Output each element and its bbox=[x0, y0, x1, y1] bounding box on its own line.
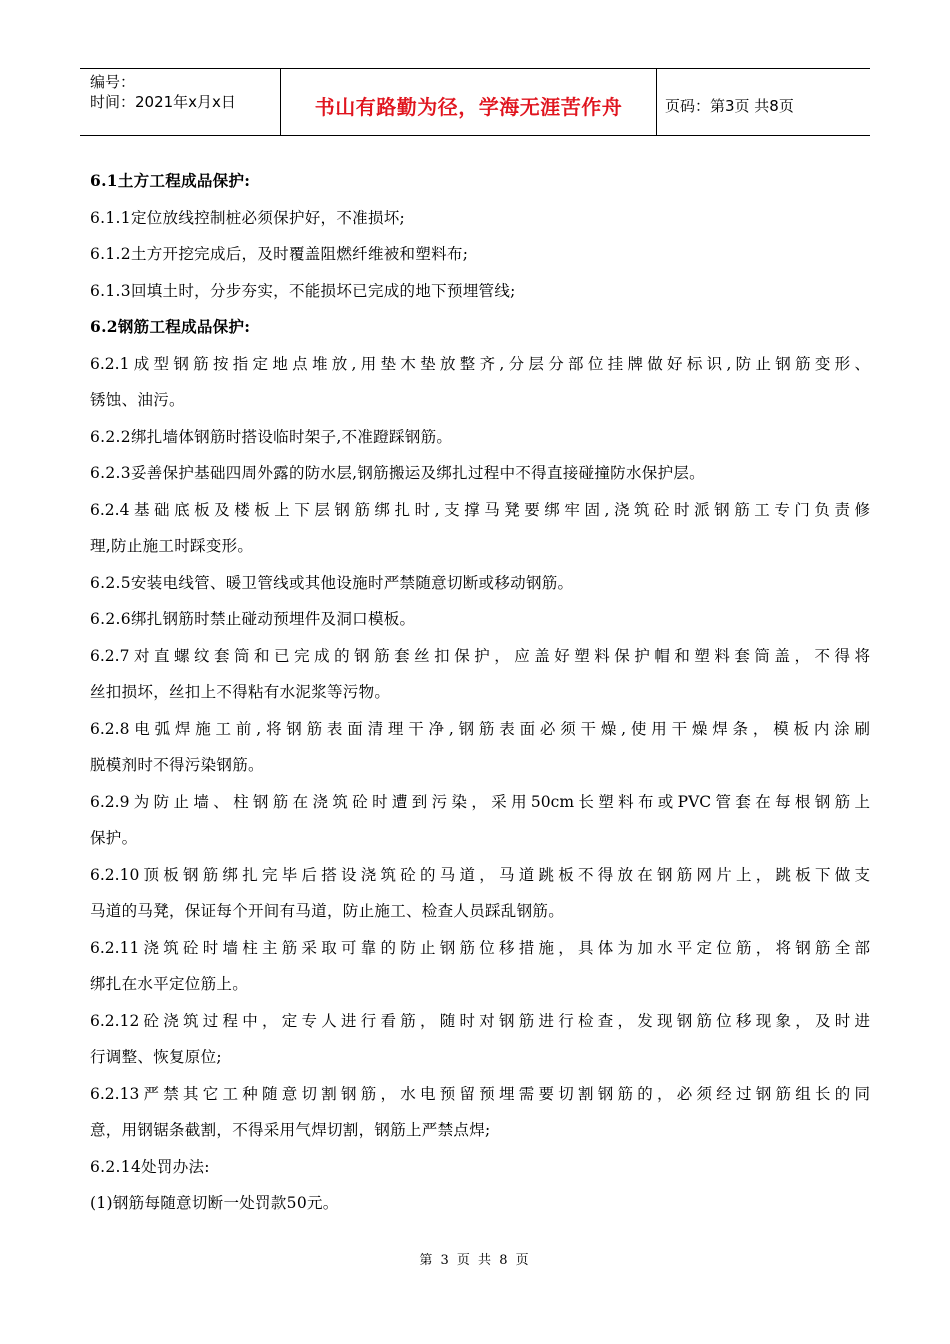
header-page-number: 页码：第3页 共8页 bbox=[665, 96, 794, 115]
page-header bbox=[80, 68, 870, 136]
paragraph-line: 丝扣损坏，丝扣上不得粘有水泥浆等污物。 bbox=[90, 683, 391, 701]
motto-text: 书山有路勤为径，学海无涯苦作舟 bbox=[314, 94, 623, 119]
document-body bbox=[90, 163, 870, 1222]
paragraph-line: 行调整、恢复原位; bbox=[90, 1048, 222, 1066]
document-number-label: 编号： bbox=[90, 73, 136, 91]
paragraph-line: 保护。 bbox=[90, 829, 138, 847]
paragraph-line: 6.2.2绑扎墙体钢筋时搭设临时架子,不准蹬踩钢筋。 bbox=[90, 427, 453, 446]
paragraph-line: 理,防止施工时踩变形。 bbox=[90, 537, 254, 555]
paragraph-line: 锈蚀、油污。 bbox=[90, 391, 185, 409]
section-heading: 6.2钢筋工程成品保护: bbox=[90, 317, 251, 336]
paragraph-line: 绑扎在水平定位筋上。 bbox=[90, 975, 249, 993]
paragraph-line: 脱模剂时不得污染钢筋。 bbox=[90, 756, 264, 774]
page-footer bbox=[0, 1249, 950, 1268]
paragraph-line: 6.2.9为防止墙、柱钢筋在浇筑砼时遭到污染，采用50cm长塑料布或PVC管套在每根钢筋上 bbox=[90, 792, 870, 811]
paragraph-line: 6.2.4基础底板及楼板上下层钢筋绑扎时,支撑马凳要绑牢固,浇筑砼时派钢筋工专门负责修 bbox=[90, 500, 870, 519]
header-motto-cell bbox=[280, 69, 657, 135]
header-meta bbox=[80, 69, 280, 135]
paragraph-line: 6.2.8电弧焊施工前,将钢筋表面清理干净,钢筋表面必须干燥,使用干燥焊条，模板内涂刷 bbox=[90, 719, 870, 738]
paragraph-line: 6.2.12砼浇筑过程中，定专人进行看筋，随时对钢筋进行检查，发现钢筋位移现象，及时进 bbox=[90, 1011, 870, 1030]
paragraph-line: 6.2.6绑扎钢筋时禁止碰动预埋件及洞口模板。 bbox=[90, 610, 416, 628]
paragraph-line: 意，用钢锯条截割，不得采用气焊切割，钢筋上严禁点焊; bbox=[90, 1121, 491, 1139]
paragraph-line: 6.2.10顶板钢筋绑扎完毕后搭设浇筑砼的马道，马道跳板不得放在钢筋网片上，跳板下做支 bbox=[90, 865, 870, 884]
paragraph-line: 6.1.2土方开挖完成后，及时覆盖阻燃纤维被和塑料布; bbox=[90, 245, 469, 263]
paragraph-line: 6.2.3妥善保护基础四周外露的防水层,钢筋搬运及绑扎过程中不得直接碰撞防水保护层。 bbox=[90, 464, 705, 482]
paragraph-line: 6.2.13严禁其它工种随意切割钢筋，水电预留预埋需要切割钢筋的，必须经过钢筋组长的同 bbox=[90, 1084, 870, 1103]
paragraph-line: 6.2.11浇筑砼时墙柱主筋采取可靠的防止钢筋位移措施，具体为加水平定位筋，将钢筋全部 bbox=[90, 938, 870, 957]
paragraph-line: 6.2.14处罚办法: bbox=[90, 1157, 210, 1176]
paragraph-line: 马道的马凳，保证每个开间有马道，防止施工、检查人员踩乱钢筋。 bbox=[90, 902, 565, 920]
document-time-label: 时间：2021年x月x日 bbox=[90, 93, 236, 111]
header-page-cell bbox=[657, 69, 870, 135]
paragraph-line: 6.2.1成型钢筋按指定地点堆放,用垫木垫放整齐,分层分部位挂牌做好标识,防止钢筋变形、 bbox=[90, 354, 870, 373]
paragraph-line: 6.1.3回填土时，分步夯实，不能损坏已完成的地下预埋管线; bbox=[90, 281, 516, 300]
paragraph-line: (1)钢筋每随意切断一处罚款50元。 bbox=[90, 1194, 339, 1212]
footer-page-number: 第 3 页 共 8 页 bbox=[419, 1253, 531, 1268]
paragraph-line: 6.1.1定位放线控制桩必须保护好，不准损坏; bbox=[90, 208, 406, 227]
paragraph-line: 6.2.5安装电线管、暖卫管线或其他设施时严禁随意切断或移动钢筋。 bbox=[90, 573, 574, 592]
section-heading: 6.1土方工程成品保护: bbox=[90, 171, 251, 190]
paragraph-line: 6.2.7对直螺纹套筒和已完成的钢筋套丝扣保护，应盖好塑料保护帽和塑料套筒盖，不得将 bbox=[90, 646, 870, 665]
